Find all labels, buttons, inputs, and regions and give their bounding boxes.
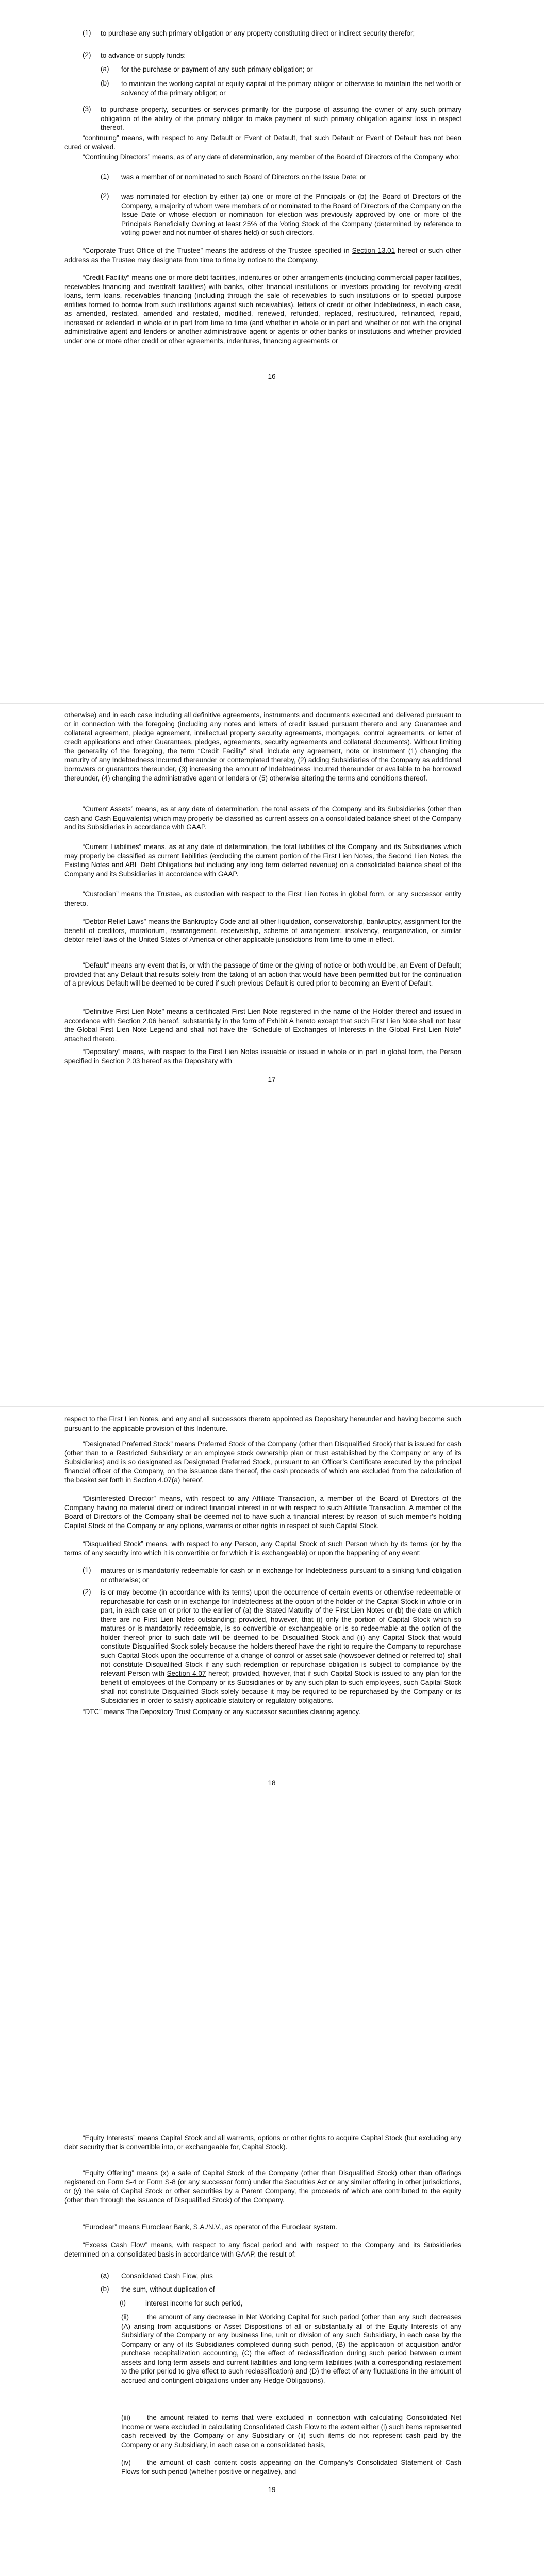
page-number: 16 bbox=[268, 372, 276, 380]
defined-term: “Credit Facility” bbox=[83, 274, 130, 281]
defined-term: “Euroclear” bbox=[83, 2223, 117, 2231]
list-marker: (a) bbox=[101, 2272, 109, 2279]
list-marker: (b) bbox=[101, 2285, 109, 2293]
definition-depositary bbox=[64, 1047, 461, 1065]
defined-term: “Excess Cash Flow” bbox=[83, 2241, 147, 2249]
definition-text: hereof or such other address as the Trustee may designate from time to time by notice to the Company. bbox=[64, 247, 461, 264]
clause-text: to maintain the working capital or equity capital of the primary obligor or otherwise to maintain the net worth or solvency of the primary obligor; or bbox=[121, 80, 461, 97]
clause-text: for the purchase or payment of any such primary obligation; or bbox=[121, 65, 313, 73]
clause-text: the amount of any decrease in Net Working Capital for such period (other than any such decreases (A) arising from acquisitions or Asset Dispositions of all or substantially all of the Equity Interests of any Subsidiary of the Company or any business line, unit or division of any such Subsidiary, in each case by the Company or any of its Subsidiaries completed during such period, (B) the application of acquisition and/or purchase recapitalization accounting, (C) the effect of reclassification during such period between current assets and long-term assets and current liabilities and long-term liabilities (with a corresponding restatement to the prior period to give effect to such reclassification) and (D) the effect of any fluctuations in the amount of accrued and contingent obligations under any Hedge Obligations), bbox=[121, 2313, 461, 2384]
section-link[interactable]: Section 13.01 bbox=[352, 247, 395, 255]
clause-text: to purchase any such primary obligation or any property constituting direct or indirect security therefor; bbox=[101, 29, 415, 37]
definition-text: means, with respect to any Affiliate Transaction, a member of the Board of Directors of the Company having no material direct or indirect financial interest in or with respect to such Affiliate Transaction. A member of the Board of Directors of the Company shall be deemed not to have such a financial interest by reason of such member’s holding Capital Stock of the Company or any options, warrants or other rights in respect of such Capital Stock. bbox=[64, 1495, 461, 1530]
clause-text: to purchase property, securities or services primarily for the purpose of assuring the owner of any such primary obligation of the ability of the primary obligor to make payment of such primary obligation against loss in respect thereof. bbox=[101, 106, 461, 131]
definition-continued-text: otherwise) and in each case including all definitive agreements, instruments and documents executed and delivered pursuant to or in connection with the foregoing (including any notes and letters of credit issued pursuant thereto and any Guarantee and collateral agreement, pledge agreement, intellectual property security agreements, mortgages, control agreements, or letter of credit applications and other Guarantees, pledges, agreements, security agreements and collateral documents). Without limiting the generality of the foregoing, the term “Credit Facility” shall include any agreement, note or instrument (1) changing the maturity of any Indebtedness Incurred thereunder or contemplated thereby, (2) adding Subsidiaries of the Company as additional borrowers or guarantors thereunder, (3) increasing the amount of Indebtedness Incurred thereunder or available to be borrowed thereunder, (4) changing the administrative agent or lenders or (5) otherwise altering the terms and conditions thereof. bbox=[64, 711, 461, 782]
definition-text: means (x) a sale of Capital Stock of the Company (other than Disqualified Stock) other than offerings registered on Form S-4 or Form S-8 (or any successor form) under the Securities Act or any similar offering in other jurisdictions, or (y) the sale of Capital Stock or other securities by a Parent Company, the proceeds of which are contributed to the equity (other than through the issuance of Disqualified Stock) of the Company. bbox=[64, 2169, 462, 2204]
defined-term: “Disinterested Director” bbox=[83, 1495, 156, 1502]
page-16 bbox=[0, 0, 544, 703]
defined-term: “Equity Offering” bbox=[83, 2169, 134, 2177]
definition-definitive-first-lien-note bbox=[64, 1007, 461, 1043]
list-marker: (2) bbox=[83, 1588, 91, 1596]
defined-term: “Custodian” bbox=[83, 890, 119, 898]
defined-term: “DTC” bbox=[83, 1708, 102, 1716]
clause-text: was nominated for election by either (a) one or more of the Principals or (b) the Board of Directors of the Company, a majority of whom were members of or nominated to the Board of Directors of the Company on the Issue Date or whose election or nomination for election was previously approved by one or more of the Principals Beneficially Owning at least 25% of the Voting Stock of the Company (determined by reference to voting power and not number of shares held) or such directors. bbox=[121, 193, 461, 236]
definition-dtc bbox=[64, 1707, 461, 1717]
definition-text: means the Bankruptcy Code and all other liquidation, conservatorship, bankruptcy, assignment for the benefit of creditors, moratorium, rearrangement, receivership, scheme of arrangement, insolvency, reorganization, or similar debtor relief laws of the United States of America or other applicable jurisdictions from time to time in effect. bbox=[64, 918, 462, 943]
clause-text: Consolidated Cash Flow, plus bbox=[121, 2272, 213, 2280]
defined-term: “Disqualified Stock” bbox=[83, 1540, 143, 1548]
list-marker: (2) bbox=[83, 51, 91, 59]
definition-default bbox=[64, 961, 461, 988]
clause-text: matures or is mandatorily redeemable for cash or in exchange for Indebtedness pursuant to a sinking fund obligation or otherwise; or bbox=[101, 1567, 461, 1584]
definition-debtor-relief-laws bbox=[64, 917, 461, 944]
defined-term: “Continuing Directors” bbox=[83, 153, 151, 161]
defined-term: “Corporate Trust Office of the Trustee” bbox=[83, 247, 203, 255]
clause-text: interest income for such period, bbox=[145, 2299, 243, 2307]
page-19 bbox=[0, 2110, 544, 2576]
list-marker: (3) bbox=[83, 105, 91, 113]
page-number: 18 bbox=[268, 1779, 276, 1787]
list-marker: (i) bbox=[120, 2299, 126, 2307]
page-18 bbox=[0, 1406, 544, 2110]
definition-disqualified-stock bbox=[64, 1539, 461, 1557]
definition-designated-preferred-stock bbox=[64, 1439, 461, 1485]
section-link[interactable]: Section 2.03 bbox=[101, 1057, 140, 1065]
definition-text: means the Trustee, as custodian with respect to the First Lien Notes in global form, or any successor entity thereto. bbox=[64, 890, 461, 907]
defined-term: “continuing” bbox=[83, 134, 119, 142]
definition-text: means Euroclear Bank, S.A./N.V., as operator of the Euroclear system. bbox=[117, 2223, 337, 2231]
list-marker: (iv) bbox=[121, 2459, 131, 2466]
list-marker: (iii) bbox=[121, 2414, 130, 2421]
defined-term: “Current Liabilities” bbox=[83, 843, 142, 851]
clause-text: the amount of cash content costs appearing on the Company’s Consolidated Statement of Cash Flows for such period (whether positive or negative), and bbox=[121, 2459, 461, 2476]
definition-equity-offering bbox=[64, 2168, 461, 2205]
defined-term: “Depositary” bbox=[83, 1048, 121, 1056]
definition-text: means Preferred Stock of the Company (other than Disqualified Stock) that is issued for cash (other than to a Restricted Subsidiary or an employee stock ownership plan or trust established by the Company or any of its Subsidiaries) and is so designated as Designated Preferred Stock, pursuant to an Officer’s Certificate executed by the principal financial officer of the Company, on the issuance date thereof, the cash proceeds of which are excluded from the calculation of the basket set forth in bbox=[64, 1440, 461, 1484]
definition-text: means, with respect to the First Lien Notes issuable or issued in whole or in part in global form, the Person specified in bbox=[64, 1048, 461, 1065]
list-marker: (1) bbox=[83, 29, 91, 37]
definition-text: means Capital Stock and all warrants, options or other rights to acquire Capital Stock (but excluding any debt security that is convertible into, or exchangeable for, Capital Stock). bbox=[64, 2134, 461, 2151]
definition-text: means, as at any date of determination, the total assets of the Company and its Subsidiaries (other than cash and Cash Equivalents) which may properly be classified as current assets on a consolidated balance sheet of the Company and its Subsidiaries in accordance with GAAP. bbox=[64, 805, 461, 831]
list-marker: (ii) bbox=[121, 2313, 129, 2321]
defined-term: “Default” bbox=[83, 961, 109, 969]
definition-text: means any event that is, or with the passage of time or the giving of notice or both would be, an Event of Default; provided that any Default that results solely from the taking of an action that would have been permitted but for the continuation of a previous Default will be deemed to be cured if such previous Default is cured prior to becoming an Event of Default. bbox=[64, 961, 461, 987]
clause-text: was a member of or nominated to such Board of Directors on the Issue Date; or bbox=[121, 173, 366, 181]
definition-text: means The Depository Trust Company or any successor securities clearing agency. bbox=[101, 1708, 360, 1716]
defined-term: “Current Assets” bbox=[83, 805, 134, 813]
defined-term: “Debtor Relief Laws” bbox=[83, 918, 146, 925]
list-marker: (b) bbox=[101, 79, 109, 87]
definition-text: hereof as the Depositary with bbox=[140, 1057, 232, 1065]
page-number: 17 bbox=[268, 1076, 276, 1083]
list-marker: (1) bbox=[101, 173, 109, 180]
section-link[interactable]: Section 4.07(a) bbox=[133, 1476, 180, 1484]
list-marker: (2) bbox=[101, 192, 109, 200]
clause-ii bbox=[121, 2313, 461, 2385]
clause-text: to advance or supply funds: bbox=[101, 52, 186, 59]
list-marker: (1) bbox=[83, 1566, 91, 1574]
section-link[interactable]: Section 4.07 bbox=[167, 1669, 206, 1677]
definition-current-liabilities bbox=[64, 842, 461, 878]
defined-term: “Equity Interests” bbox=[83, 2134, 136, 2142]
definition-excess-cash-flow bbox=[64, 2241, 461, 2259]
definition-text: means, with respect to any fiscal period and with respect to the Company and its Subsidiaries determined on a consolidated basis in accordance with GAAP, the result of: bbox=[64, 2241, 461, 2258]
definition-text: means one or more debt facilities, indentures or other arrangements (including commercial paper facilities, receivables financing and overdraft facilities) with banks, other financial institutions or investors providing for revolving credit loans, term loans, receivables financing (including through the sale of receivables to such institutions or to special purpose entities formed to borrow from such institutions against such receivables), letters of credit or other Indebtedness, in each case, as amended, restated, amended and restated, modified, renewed, refunded, replaced, restructured, refinanced, repaid, increased or extended in whole or in part from time to time (and whether in whole or in part and whether or not with the original administrative agent and lenders or another administrative agent or agents or other banks or institutions and whether provided under one or more other credit or other agreements, indentures, financing agreements or bbox=[64, 274, 461, 345]
clause-text-part: is or may become (in accordance with its terms) upon the occurrence of certain events or otherwise redeemable or repurchasable for cash or in exchange for Indebtedness at the option of the holder of the Capital Stock in whole or in part, in each case on or prior to the earlier of (a) the Stated Maturity of the First Lien Notes or (b) the date on which there are no First Lien Notes outstanding; provided, however, that (i) only the portion of Capital Stock which so matures or is mandatorily redeemable, is so convertible or exchangeable or is so redeemable at the option of the holder thereof prior to such date will be deemed to be Disqualified Stock and (ii) any Capital Stock that would constitute Disqualified Stock solely because the holders thereof have the right to require the Company to repurchase such Capital Stock upon the occurrence of a change of control or asset sale (howsoever defined or referred to) shall not constitute Disqualified Stock if any such redemption or repurchase obligation is subject to compliance by the relevant Person with bbox=[101, 1588, 461, 1677]
clause-text: the amount related to items that were excluded in connection with calculating Consolidated Net Income or were excluded in calculating Consolidated Cash Flow to the extent either (i) such items represented cash received by the Company or any Subsidiary or (ii) such items do not represent cash paid by the Company or any Subsidiary, in each case on a consolidated basis, bbox=[121, 2414, 461, 2449]
definition-current-assets bbox=[64, 805, 461, 832]
defined-term: “Definitive First Lien Note” bbox=[83, 1008, 164, 1015]
definition-text: hereof. bbox=[180, 1476, 204, 1484]
definition-text: means, as of any date of determination, any member of the Board of Directors of the Company who: bbox=[150, 153, 460, 161]
definition-text: means, as at any date of determination, the total liabilities of the Company and its Subsidiaries which may properly be classified as current liabilities (excluding the current portion of the First Lien Notes, the Second Lien Notes, the Existing Notes and ABL Debt Obligations but including any long term deferred revenue) on a consolidated balance sheet of the Company and its Subsidiaries in accordance with GAAP. bbox=[64, 843, 461, 878]
definition-continuing-directors bbox=[64, 152, 461, 162]
defined-term: “Designated Preferred Stock” bbox=[83, 1440, 173, 1448]
definition-equity-interests bbox=[64, 2133, 461, 2151]
definition-corporate-trust-office bbox=[64, 246, 461, 264]
page-17 bbox=[0, 703, 544, 1406]
clause-iv bbox=[121, 2458, 461, 2476]
clause-iii bbox=[121, 2413, 461, 2449]
page-number: 19 bbox=[268, 2486, 276, 2494]
clause-text: the sum, without duplication of bbox=[121, 2285, 215, 2293]
definition-text: means the address of the Trustee specified in bbox=[203, 247, 352, 255]
definition-text: means, with respect to any Default or Event of Default, that such Default or Event of Default has not been cured or waived. bbox=[64, 134, 461, 151]
list-marker: (a) bbox=[101, 65, 109, 73]
definition-text: means, with respect to any Person, any Capital Stock of such Person which by its terms (or by the terms of any security into which it is convertible or for which it is exchangeable) or upon the happening of any event: bbox=[64, 1540, 461, 1557]
definition-text: hereof, substantially in the form of Exhibit A hereto except that such First Lien Note shall not bear the Global First Lien Note Legend and shall not have the “Schedule of Exchanges of Interests in the Global First Lien Note” attached thereto. bbox=[64, 1016, 461, 1043]
definition-text: means a certificated First Lien Note registered in the name of the Holder thereof and issued in accordance with bbox=[64, 1008, 461, 1025]
clause-text-part: hereof; provided, however, that if such Capital Stock is issued to any plan for the benefit of employees of the Company or its Subsidiaries or by any such plan to such employees, such Capital Stock shall not constitute Disqualified Stock solely because it may be required to be repurchased by the Company or its Subsidiaries in order to satisfy applicable statutory or regulatory obligations. bbox=[101, 1669, 461, 1704]
definition-euroclear bbox=[64, 2223, 461, 2232]
section-link[interactable]: Section 2.06 bbox=[117, 1016, 156, 1025]
definition-disinterested-director bbox=[64, 1494, 461, 1530]
clause-text bbox=[101, 1588, 461, 1705]
definition-continuing bbox=[64, 133, 461, 151]
definition-custodian bbox=[64, 890, 461, 908]
definition-continued-text: respect to the First Lien Notes, and any and all successors thereto appointed as Depositary hereunder and having become such pursuant to the applicable provision of this Indenture. bbox=[64, 1415, 461, 1432]
definition-credit-facility bbox=[64, 273, 461, 345]
